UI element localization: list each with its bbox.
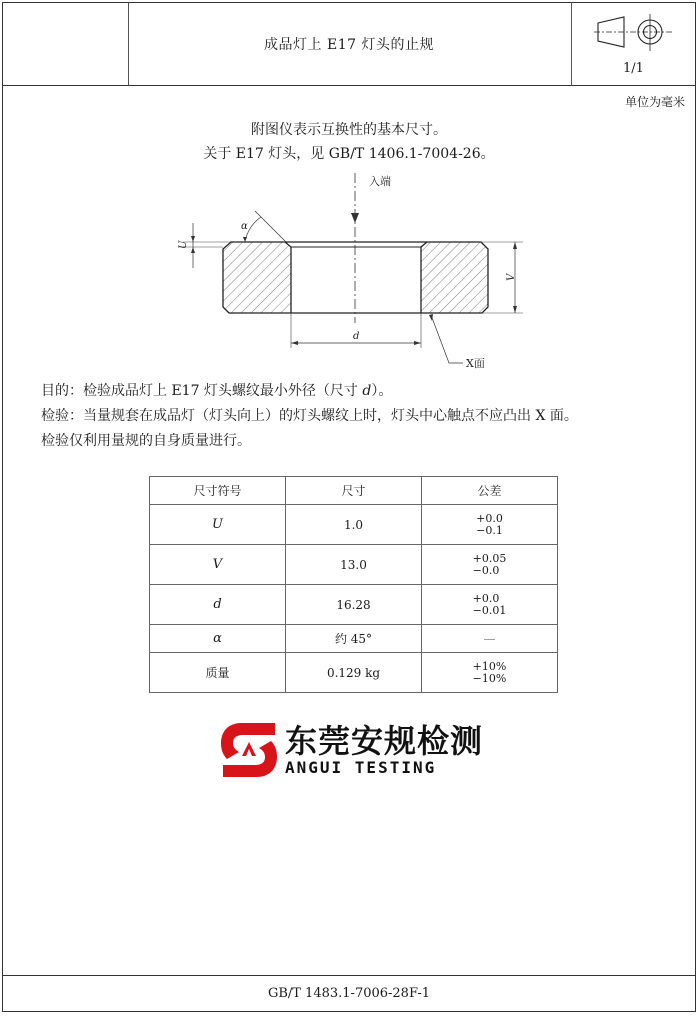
table-row: V 13.0 +0.05 −0.0 [150,545,558,585]
title-block-blank-cell [3,3,129,85]
x-face-label: X面 [466,357,485,370]
title-block-right-cell [571,3,695,85]
angui-logo-icon [221,721,277,779]
intro-line-2: 关于 E17 灯头，见 GB/T 1406.1-7004-26。 [203,146,495,162]
description-text [41,379,578,454]
table-row: α 约 45° — [150,625,558,653]
logo-text [285,723,483,777]
entry-label: 入端 [369,175,391,188]
note-line: 检验仅利用量规的自身质量进行。 [41,433,251,449]
title-block [3,3,695,86]
d-label: d [353,331,360,342]
purpose-line: 目的：检验成品灯上 E17 灯头螺纹最小外径（尺寸 d）。 [41,383,393,399]
document-title: 成品灯上 E17 灯头的止规 [264,37,434,53]
gauge-cross-section-drawing [163,163,543,373]
header-size: 尺寸 [286,477,422,505]
table-row: 质量 0.129 kg +10% −10% [150,653,558,693]
alpha-label: α [241,221,248,232]
check-line: 检验：当量规套在成品灯（灯头向上）的灯头螺纹上时，灯头中心触点不应凸出 X 面。 [41,408,578,424]
document-sheet [2,2,696,1012]
footer-code: GB/T 1483.1-7006-28F-1 [3,975,695,1011]
intro-line-1: 附图仪表示互换性的基本尺寸。 [251,122,447,138]
header-tolerance: 公差 [422,477,558,505]
angui-testing-logo [221,721,483,779]
dimension-table [149,476,558,693]
intro-text [3,118,695,166]
v-label: V [506,273,517,281]
page-number: 1/1 [623,61,644,76]
logo-chinese-name: 东莞安规检测 [285,722,484,760]
table-row: d 16.28 +0.0 −0.01 [150,585,558,625]
first-angle-projection-icon [594,11,674,59]
unit-note: 单位为毫米 [624,95,685,109]
table-row: U 1.0 +0.0 −0.1 [150,505,558,545]
header-symbol: 尺寸符号 [150,477,286,505]
table-header-row [150,477,558,505]
logo-english-name: ANGUI TESTING [285,758,437,777]
u-label: U [178,240,189,249]
